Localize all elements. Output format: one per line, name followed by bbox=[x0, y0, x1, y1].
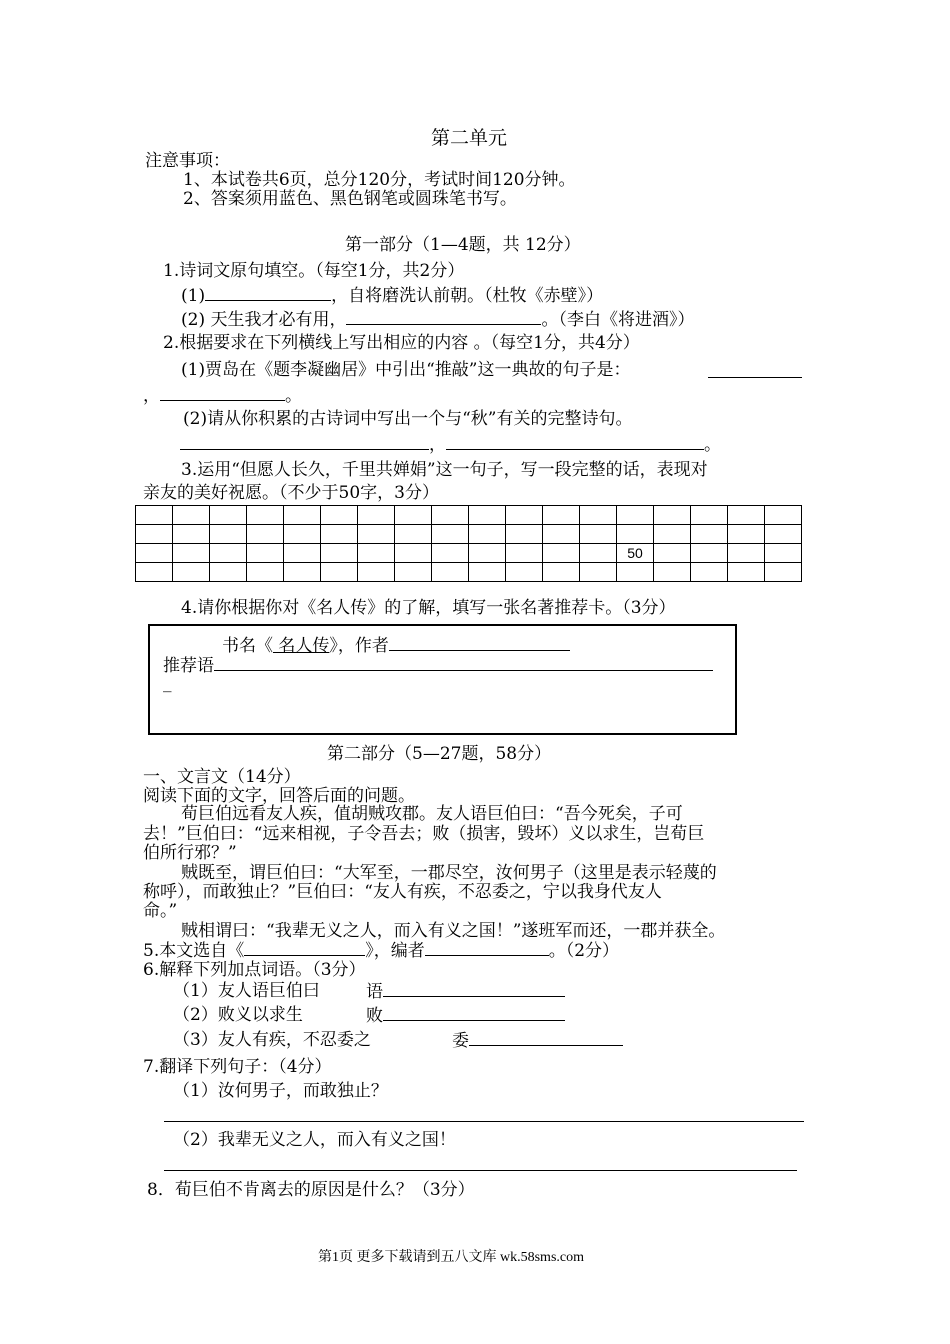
q5-mid: 》，编者 bbox=[365, 941, 425, 961]
q6-item-2-phrase: （2）败义以求生 bbox=[173, 1005, 303, 1025]
card-dash: _ bbox=[163, 673, 172, 693]
q5-editor-blank[interactable] bbox=[425, 939, 549, 956]
grid-row bbox=[136, 563, 802, 582]
q7-answer-line-2[interactable] bbox=[164, 1170, 797, 1171]
q2-a-blank-2[interactable] bbox=[160, 384, 285, 401]
q6-stem: 6.解释下列加点词语。（3分） bbox=[143, 960, 366, 980]
card-book-name: 名人传 bbox=[273, 636, 330, 656]
card-book-suffix: 》，作者 bbox=[329, 636, 389, 656]
q1-a-blank[interactable] bbox=[205, 284, 331, 301]
q1-stem: 1.诗词文原句填空。（每空1分，共2分） bbox=[163, 261, 465, 281]
section1-heading: 一、文言文（14分） bbox=[143, 767, 301, 787]
notice-heading: 注意事项： bbox=[145, 151, 230, 171]
q7-stem: 7.翻译下列句子：（4分） bbox=[143, 1057, 332, 1077]
q6-item-3-blank[interactable] bbox=[469, 1029, 623, 1046]
q2-a-blank-1[interactable] bbox=[708, 357, 802, 378]
q8-stem: 8．荀巨伯不肯离去的原因是什么？（3分） bbox=[147, 1180, 475, 1200]
q2-b-period: 。 bbox=[704, 435, 721, 455]
q1-b-suffix: 。（李白《将进酒》） bbox=[541, 310, 695, 330]
q1-a-suffix: ，自将磨洗认前朝。（杜牧《赤壁》） bbox=[331, 286, 604, 306]
q5-suffix: 。（2分） bbox=[548, 941, 620, 961]
card-reco-blank[interactable] bbox=[214, 654, 713, 671]
q6-item-3-word: 委 bbox=[452, 1031, 469, 1051]
q2-b-blank-2[interactable] bbox=[446, 433, 704, 450]
passage-line-5: 称呼），而敢独止？”巨伯曰：“友人有疾，不忍委之，宁以我身代友人 bbox=[143, 882, 662, 902]
grid-marker: 50 bbox=[617, 544, 654, 563]
q6-item-2-answer bbox=[366, 1004, 565, 1027]
card-author-blank[interactable] bbox=[389, 634, 570, 651]
q6-item-1-answer bbox=[366, 980, 565, 1003]
notice-item-1: 1、本试卷共6页，总分120分，考试时间120分钟。 bbox=[183, 170, 576, 190]
q5-source-blank[interactable] bbox=[244, 939, 365, 956]
q6-item-3-answer bbox=[452, 1029, 623, 1052]
q6-item-2-blank[interactable] bbox=[383, 1004, 565, 1021]
passage-line-1: 荀巨伯远看友人疾，值胡贼攻郡。友人语巨伯曰：“吾今死矣，子可 bbox=[181, 804, 683, 824]
q1-a-prefix: (1) bbox=[181, 286, 206, 306]
q2-stem: 2.根据要求在下列横线上写出相应的内容 。（每空1分，共4分） bbox=[163, 333, 640, 353]
part2-heading: 第二部分（5—27题，58分） bbox=[327, 744, 552, 764]
page-title: 第二单元 bbox=[431, 127, 508, 149]
q7-item-1: （1）汝何男子，而敢独止？ bbox=[173, 1081, 388, 1101]
q4-stem: 4.请你根据你对《名人传》的了解，填写一张名著推荐卡。（3分） bbox=[181, 598, 676, 618]
grid-row bbox=[136, 544, 802, 563]
q2-b-comma: ， bbox=[429, 435, 446, 455]
q7-item-2: （2）我辈无义之人，而入有义之国！ bbox=[173, 1130, 456, 1150]
q2-a-comma: ， bbox=[143, 386, 160, 406]
q6-item-2-word: 败 bbox=[366, 1006, 383, 1026]
q3-line2: 亲友的美好祝愿。（不少于50字，3分） bbox=[143, 483, 439, 503]
q2-a-period: 。 bbox=[285, 386, 302, 406]
q1-line-a bbox=[181, 284, 603, 307]
card-reco-line bbox=[163, 654, 713, 677]
q6-item-1-blank[interactable] bbox=[383, 980, 565, 997]
notice-item-2: 2、答案须用蓝色、黑色钢笔或圆珠笔书写。 bbox=[183, 189, 517, 209]
q1-b-prefix: (2) 天生我才必有用， bbox=[181, 310, 347, 330]
passage-line-3: 伯所行邪？” bbox=[143, 843, 237, 863]
page-footer: 第1页 更多下载请到五八文库 wk.58sms.com bbox=[318, 1250, 584, 1265]
q1-b-blank[interactable] bbox=[346, 308, 541, 325]
passage-line-2: 去！”巨伯曰：“远来相视，子令吾去；败（损害，毁坏）义以求生，岂荀巨 bbox=[143, 824, 705, 844]
grid-row bbox=[136, 506, 802, 525]
passage-line-7: 贼相谓曰：“我辈无义之人，而入有义之国！”遂班军而还，一郡并获全。 bbox=[181, 921, 726, 941]
q5-prefix: 5.本文选自《 bbox=[143, 941, 245, 961]
q2-a-line2 bbox=[143, 384, 302, 407]
grid-row bbox=[136, 525, 802, 544]
q3-line1: 3.运用“但愿人长久，千里共婵娟”这一句子，写一段完整的话，表现对 bbox=[181, 460, 708, 480]
passage-line-4: 贼既至，谓巨伯曰：“大军至，一郡尽空，汝何男子（这里是表示轻蔑的 bbox=[181, 863, 717, 883]
q2-b-text: (2)请从你积累的古诗词中写出一个与“秋”有关的完整诗句。 bbox=[183, 409, 633, 429]
q6-item-3-phrase: （3）友人有疾，不忍委之 bbox=[173, 1030, 371, 1050]
q2-b-line bbox=[180, 433, 721, 456]
card-book-prefix: 书名《 bbox=[222, 636, 273, 656]
q2-a-text: (1)贾岛在《题李凝幽居》中引出“推敲”这一典故的句子是： bbox=[181, 360, 631, 380]
part1-heading: 第一部分（1—4题，共 12分） bbox=[345, 235, 581, 255]
passage-line-6: 命。” bbox=[143, 901, 178, 921]
q2-b-blank-1[interactable] bbox=[180, 433, 429, 450]
q7-answer-line-1[interactable] bbox=[164, 1121, 804, 1122]
q6-item-1-phrase: （1）友人语巨伯曰 bbox=[173, 981, 320, 1001]
q6-item-1-word: 语 bbox=[366, 982, 383, 1002]
writing-grid[interactable] bbox=[135, 505, 802, 582]
q1-line-b bbox=[181, 308, 694, 331]
reading-instruction: 阅读下面的文字，回答后面的问题。 bbox=[143, 786, 415, 806]
card-reco-label: 推荐语 bbox=[163, 656, 214, 676]
